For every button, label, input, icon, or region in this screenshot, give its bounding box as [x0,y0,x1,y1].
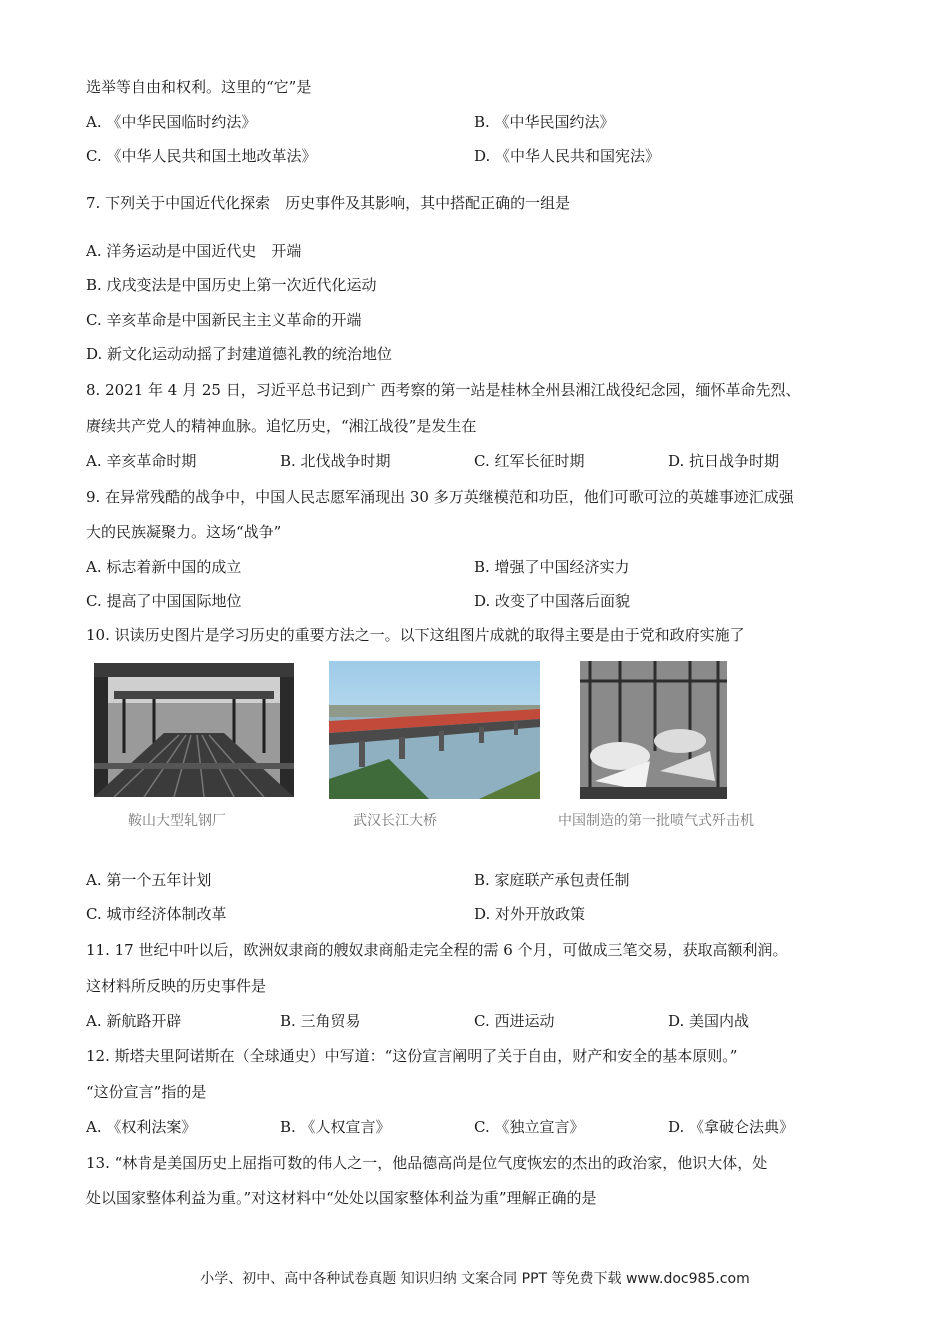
q11-option-b: B. 三角贸易 [280,1012,361,1030]
q12-option-c: C. 《独立宣言》 [474,1118,585,1136]
caption-jet-fighter: 中国制造的第一批喷气式歼击机 [558,813,754,829]
q11-stem-line2: 这材料所反映的历史事件是 [86,977,267,995]
q10-option-d: D. 对外开放政策 [474,905,586,923]
wuhan-bridge-photo [329,661,540,799]
q8-option-a: A. 辛亥革命时期 [86,452,197,470]
q13-stem-line1: 13. “林肯是美国历史上屈指可数的伟人之一，他品德高尚是位气度恢宏的杰出的政治家，他识大体，处 [86,1154,768,1172]
q12-stem-line2: “这份宣言”指的是 [86,1083,207,1101]
q9-option-c: C. 提高了中国国际地位 [86,592,242,610]
q7-option-b: B. 戊戌变法是中国历史上第一次近代化运动 [86,276,377,294]
q7-option-c: C. 辛亥革命是中国新民主主义革命的开端 [86,311,362,329]
q11-option-d: D. 美国内战 [668,1012,750,1030]
q8-option-d: D. 抗日战争时期 [668,452,780,470]
jet-fighter-photo [580,661,727,799]
q7-option-d: D. 新文化运动动摇了封建道德礼教的统治地位 [86,345,393,363]
q7-option-a: A. 洋务运动是中国近代史 开端 [86,242,302,260]
q8-stem-line1: 8. 2021 年 4 月 25 日，习近平总书记到广 西考察的第一站是桂林全州县湘江战役纪念园，缅怀革命先烈、 [86,381,801,399]
q9-stem-line2: 大的民族凝聚力。这场“战争” [86,523,282,541]
q12-option-b: B. 《人权宣言》 [280,1118,391,1136]
q10-stem: 10. 识读历史图片是学习历史的重要方法之一。以下这组图片成就的取得主要是由于党和政府实施了 [86,626,745,644]
q12-stem-line1: 12. 斯塔夫里阿诺斯在（全球通史）中写道：“这份宣言阐明了关于自由，财产和安全的基本原则。” [86,1047,738,1065]
q10-option-b: B. 家庭联产承包责任制 [474,871,630,889]
q10-option-c: C. 城市经济体制改革 [86,905,227,923]
q13-stem-line2: 处以国家整体利益为重。”对这材料中“处处以国家整体利益为重”理解正确的是 [86,1189,597,1207]
caption-steel-mill: 鞍山大型轧钢厂 [128,813,226,829]
caption-wuhan-bridge: 武汉长江大桥 [353,813,437,829]
q8-option-c: C. 红军长征时期 [474,452,585,470]
q9-stem-line1: 9. 在异常残酷的战争中，中国人民志愿军涌现出 30 多万英继模范和功臣，他们可歌可泣的英雄事迹汇成强 [86,488,794,506]
page-footer[interactable]: 小学、初中、高中各种试卷真题 知识归纳 文案合同 PPT 等免费下载 www.doc985.com [200,1271,750,1287]
q12-option-a: A. 《权利法案》 [86,1118,197,1136]
q12-option-d: D. 《拿破仑法典》 [668,1118,795,1136]
steel-mill-photo [94,663,294,797]
q6-option-a: A. 《中华民国临时约法》 [86,113,257,131]
q6-option-b: B. 《中华民国约法》 [474,113,615,131]
q11-option-c: C. 西进运动 [474,1012,555,1030]
q10-option-a: A. 第一个五年计划 [86,871,212,889]
q6-option-d: D. 《中华人民共和国宪法》 [474,147,661,165]
q9-option-d: D. 改变了中国落后面貌 [474,592,631,610]
q9-option-b: B. 增强了中国经济实力 [474,558,630,576]
q7-stem: 7. 下列关于中国近代化探索 历史事件及其影响，其中搭配正确的一组是 [86,194,571,212]
q8-stem-line2: 赓续共产党人的精神血脉。追忆历史，“湘江战役”是发生在 [86,417,477,435]
q8-option-b: B. 北伐战争时期 [280,452,391,470]
q11-stem-line1: 11. 17 世纪中叶以后，欧洲奴隶商的艘奴隶商船走完全程的需 6 个月，可做成三笔交易，获取高额利润。 [86,941,788,959]
q6-option-c: C. 《中华人民共和国土地改革法》 [86,147,317,165]
q9-option-a: A. 标志着新中国的成立 [86,558,242,576]
q6-stem-tail: 选举等自由和权利。这里的“它”是 [86,78,312,96]
q11-option-a: A. 新航路开辟 [86,1012,182,1030]
